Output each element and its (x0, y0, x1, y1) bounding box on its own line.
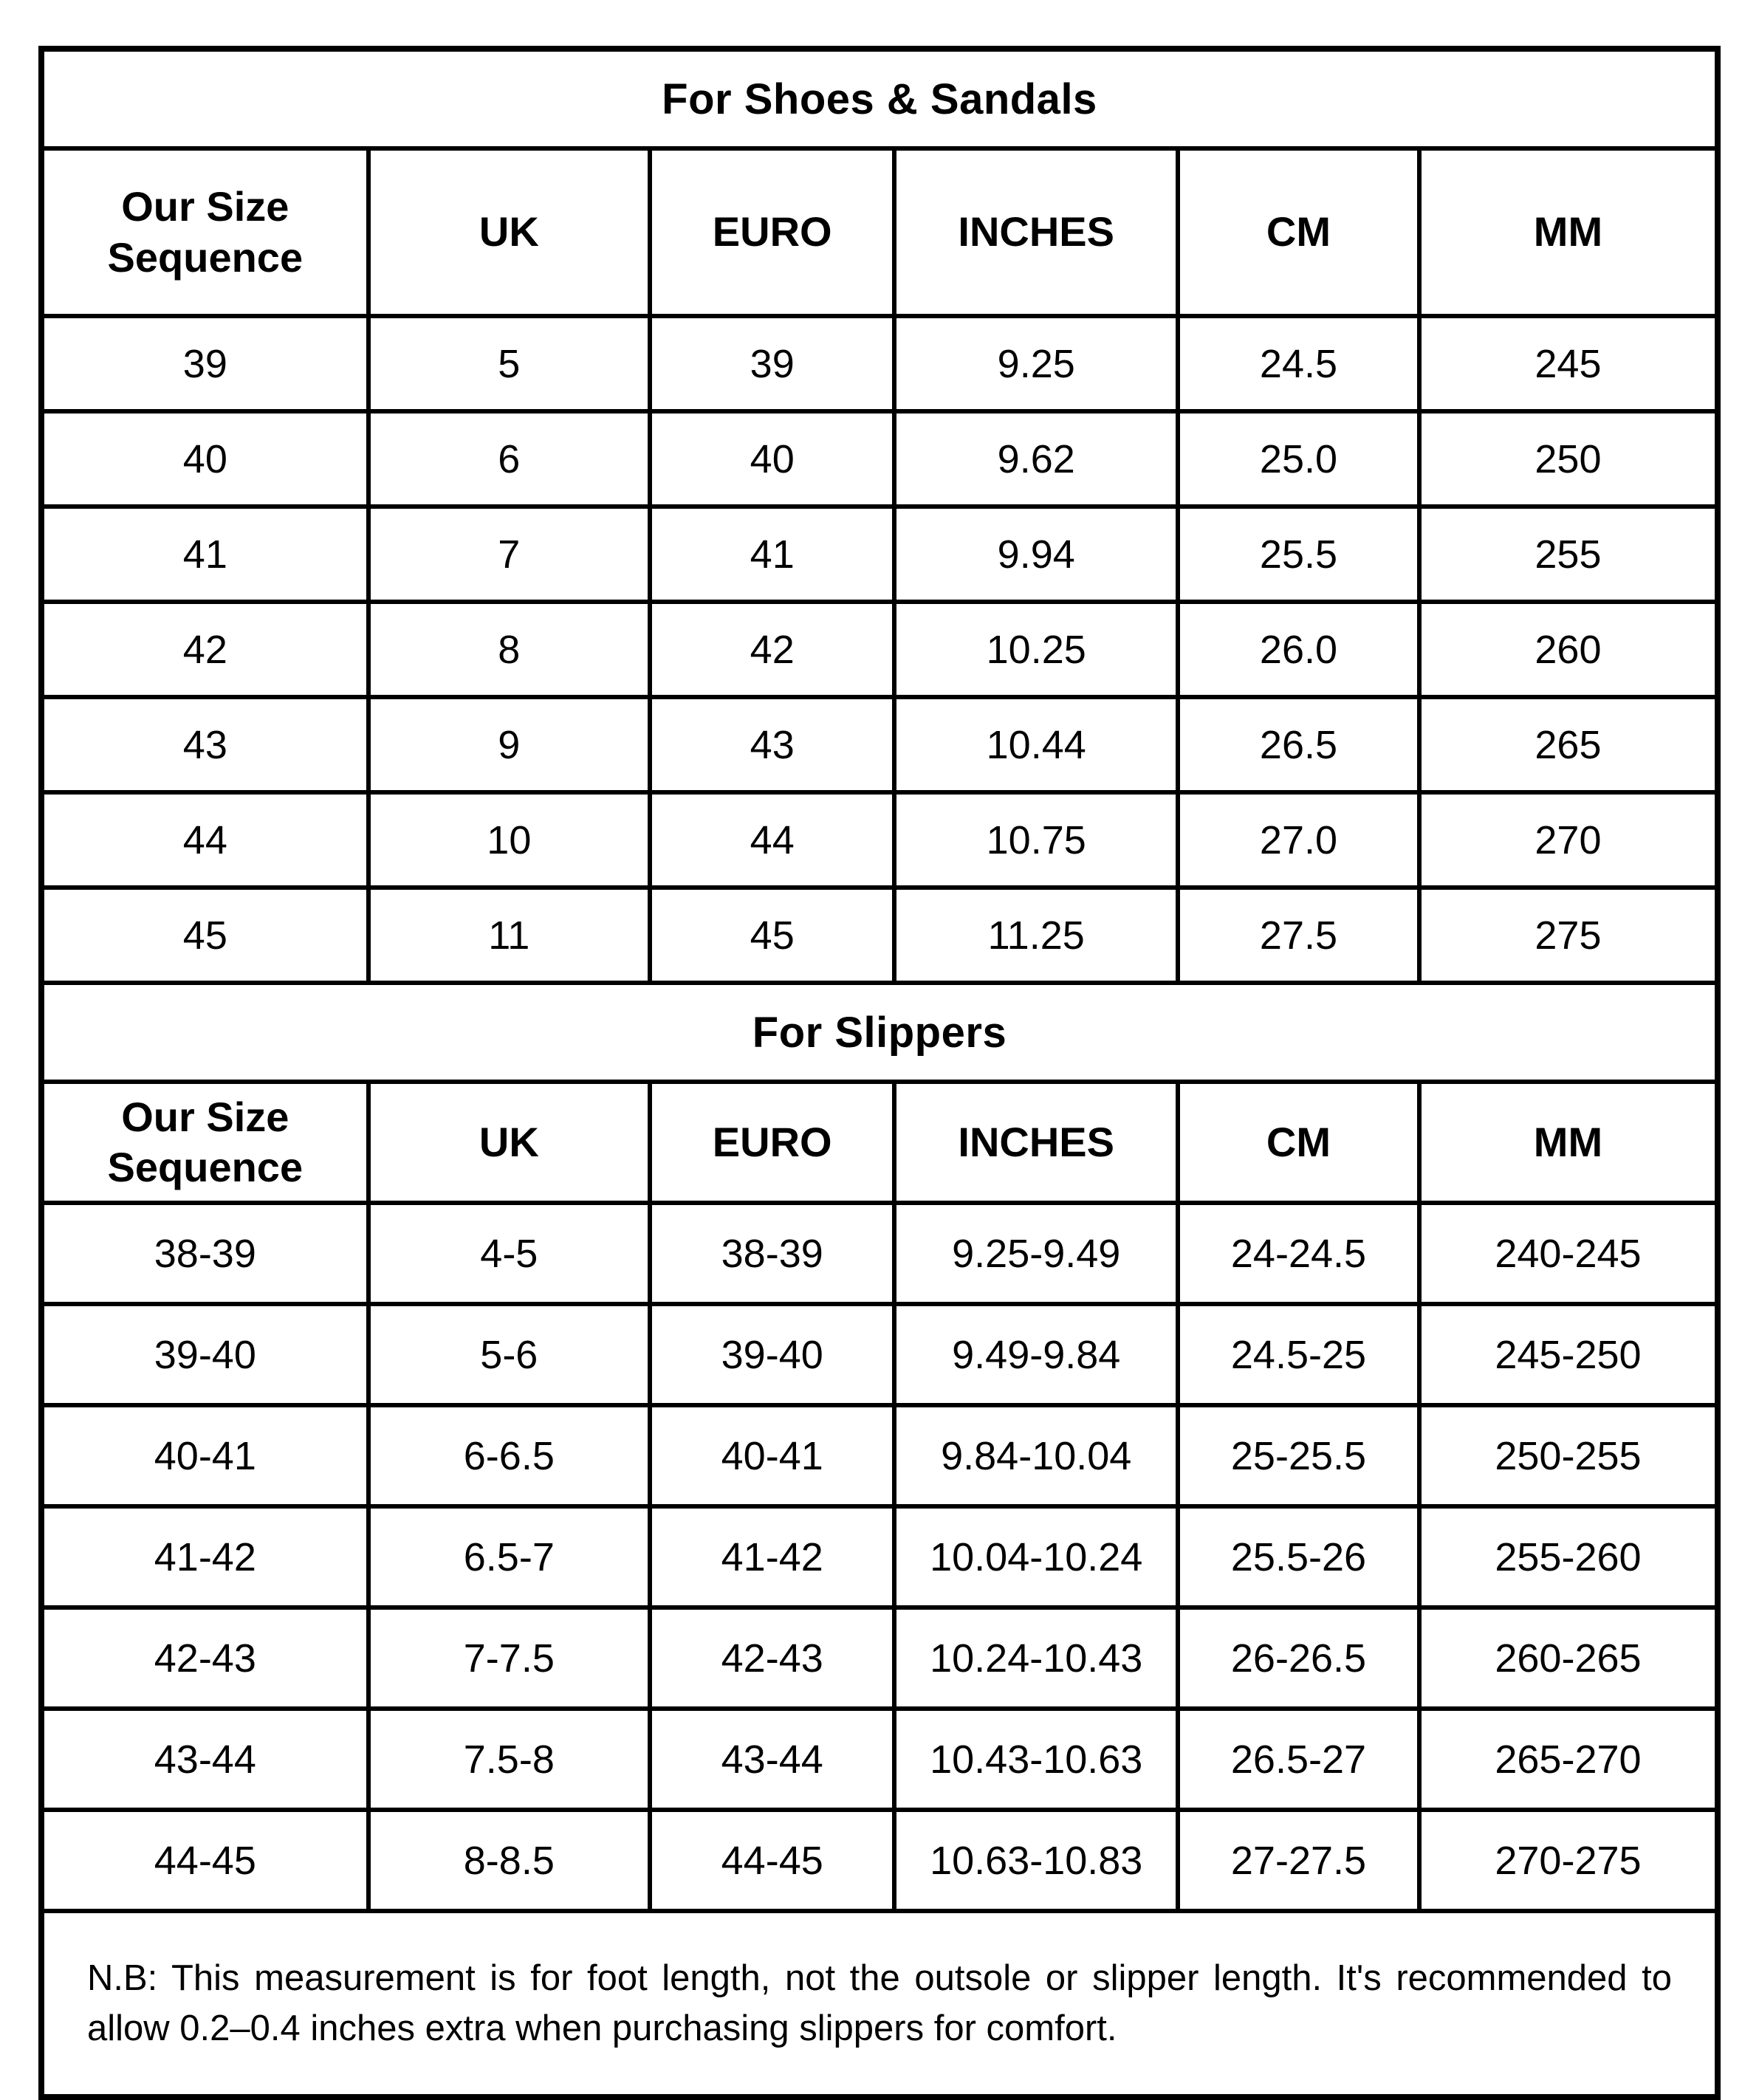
table-cell: 5-6 (368, 1304, 650, 1405)
table-cell: 24-24.5 (1178, 1203, 1419, 1304)
column-header-our-size-sequence: Our Size Sequence (41, 1082, 368, 1203)
table-cell: 44-45 (650, 1810, 894, 1911)
table-cell: 265 (1419, 697, 1718, 792)
table-cell: 10 (368, 792, 650, 888)
table-cell: 41 (650, 507, 894, 602)
table-cell: 7-7.5 (368, 1607, 650, 1709)
table-cell: 44-45 (41, 1810, 368, 1911)
table-cell: 10.75 (894, 792, 1178, 888)
table-cell: 42-43 (650, 1607, 894, 1709)
table-cell: 240-245 (1419, 1203, 1718, 1304)
table-cell: 24.5-25 (1178, 1304, 1419, 1405)
table-cell: 26.5-27 (1178, 1709, 1419, 1810)
table-cell: 44 (650, 792, 894, 888)
table-row (41, 1203, 1718, 1304)
column-header-mm: MM (1419, 148, 1718, 316)
table-cell: 40-41 (41, 1405, 368, 1506)
table-cell: 10.44 (894, 697, 1178, 792)
shoes-sandals-header-row (41, 148, 1718, 316)
table-cell: 5 (368, 316, 650, 411)
table-row (41, 1304, 1718, 1405)
table-cell: 7.5-8 (368, 1709, 650, 1810)
table-cell: 4-5 (368, 1203, 650, 1304)
table-cell: 43 (650, 697, 894, 792)
table-cell: 255-260 (1419, 1506, 1718, 1607)
table-cell: 10.25 (894, 602, 1178, 697)
table-row (41, 316, 1718, 411)
table-cell: 9.62 (894, 411, 1178, 507)
table-cell: 9.84-10.04 (894, 1405, 1178, 1506)
table-cell: 270 (1419, 792, 1718, 888)
table-cell: 10.63-10.83 (894, 1810, 1178, 1911)
table-row (41, 1709, 1718, 1810)
table-cell: 26-26.5 (1178, 1607, 1419, 1709)
section-title-slippers: For Slippers (41, 983, 1718, 1082)
table-cell: 260-265 (1419, 1607, 1718, 1709)
table-cell: 7 (368, 507, 650, 602)
column-header-uk: UK (368, 148, 650, 316)
section-slippers-title-row (41, 983, 1718, 1082)
column-header-cm: CM (1178, 1082, 1419, 1203)
footnote-row (41, 1911, 1718, 2097)
table-row (41, 602, 1718, 697)
section-title-shoes-sandals: For Shoes & Sandals (41, 49, 1718, 148)
table-cell: 9.25 (894, 316, 1178, 411)
column-header-euro: EURO (650, 148, 894, 316)
table-cell: 39 (650, 316, 894, 411)
column-header-cm: CM (1178, 148, 1419, 316)
table-cell: 25.0 (1178, 411, 1419, 507)
table-cell: 25.5 (1178, 507, 1419, 602)
table-cell: 45 (650, 888, 894, 983)
table-cell: 42 (650, 602, 894, 697)
column-header-euro: EURO (650, 1082, 894, 1203)
table-cell: 11 (368, 888, 650, 983)
table-cell: 41-42 (650, 1506, 894, 1607)
table-cell: 27.5 (1178, 888, 1419, 983)
table-cell: 39 (41, 316, 368, 411)
column-header-inches: INCHES (894, 1082, 1178, 1203)
table-cell: 8 (368, 602, 650, 697)
table-row (41, 792, 1718, 888)
table-row (41, 411, 1718, 507)
table-cell: 43 (41, 697, 368, 792)
table-cell: 250 (1419, 411, 1718, 507)
table-cell: 25-25.5 (1178, 1405, 1419, 1506)
table-cell: 42-43 (41, 1607, 368, 1709)
table-cell: 39-40 (41, 1304, 368, 1405)
table-cell: 260 (1419, 602, 1718, 697)
table-cell: 40 (41, 411, 368, 507)
table-cell: 270-275 (1419, 1810, 1718, 1911)
table-cell: 275 (1419, 888, 1718, 983)
table-cell: 38-39 (650, 1203, 894, 1304)
table-cell: 40-41 (650, 1405, 894, 1506)
section-shoes-sandals-title-row (41, 49, 1718, 148)
table-cell: 245-250 (1419, 1304, 1718, 1405)
table-cell: 250-255 (1419, 1405, 1718, 1506)
size-chart-table (38, 46, 1721, 2100)
table-cell: 10.24-10.43 (894, 1607, 1178, 1709)
table-cell: 9.25-9.49 (894, 1203, 1178, 1304)
table-cell: 43-44 (650, 1709, 894, 1810)
table-cell: 10.04-10.24 (894, 1506, 1178, 1607)
table-cell: 39-40 (650, 1304, 894, 1405)
note-text: N.B: This measurement is for foot length, not the outsole or slipper length. It's recommended to allow 0.2–0.4 inches extra when purchasing slippers for comfort. (41, 1911, 1718, 2097)
table-cell: 40 (650, 411, 894, 507)
column-header-our-size-sequence: Our Size Sequence (41, 148, 368, 316)
table-cell: 9 (368, 697, 650, 792)
table-cell: 24.5 (1178, 316, 1419, 411)
table-cell: 41 (41, 507, 368, 602)
table-cell: 8-8.5 (368, 1810, 650, 1911)
table-cell: 6-6.5 (368, 1405, 650, 1506)
table-row (41, 1506, 1718, 1607)
column-header-uk: UK (368, 1082, 650, 1203)
table-row (41, 1607, 1718, 1709)
table-row (41, 697, 1718, 792)
table-cell: 10.43-10.63 (894, 1709, 1178, 1810)
table-cell: 26.0 (1178, 602, 1419, 697)
table-cell: 27-27.5 (1178, 1810, 1419, 1911)
table-cell: 44 (41, 792, 368, 888)
table-cell: 245 (1419, 316, 1718, 411)
table-row (41, 1810, 1718, 1911)
table-cell: 27.0 (1178, 792, 1419, 888)
table-cell: 6 (368, 411, 650, 507)
table-cell: 255 (1419, 507, 1718, 602)
table-cell: 42 (41, 602, 368, 697)
table-cell: 9.94 (894, 507, 1178, 602)
table-cell: 11.25 (894, 888, 1178, 983)
table-row (41, 1405, 1718, 1506)
slippers-header-row (41, 1082, 1718, 1203)
table-cell: 265-270 (1419, 1709, 1718, 1810)
table-cell: 25.5-26 (1178, 1506, 1419, 1607)
table-cell: 9.49-9.84 (894, 1304, 1178, 1405)
table-cell: 6.5-7 (368, 1506, 650, 1607)
table-cell: 41-42 (41, 1506, 368, 1607)
table-cell: 26.5 (1178, 697, 1419, 792)
table-row (41, 507, 1718, 602)
column-header-inches: INCHES (894, 148, 1178, 316)
table-row (41, 888, 1718, 983)
table-cell: 45 (41, 888, 368, 983)
column-header-mm: MM (1419, 1082, 1718, 1203)
table-cell: 38-39 (41, 1203, 368, 1304)
table-cell: 43-44 (41, 1709, 368, 1810)
